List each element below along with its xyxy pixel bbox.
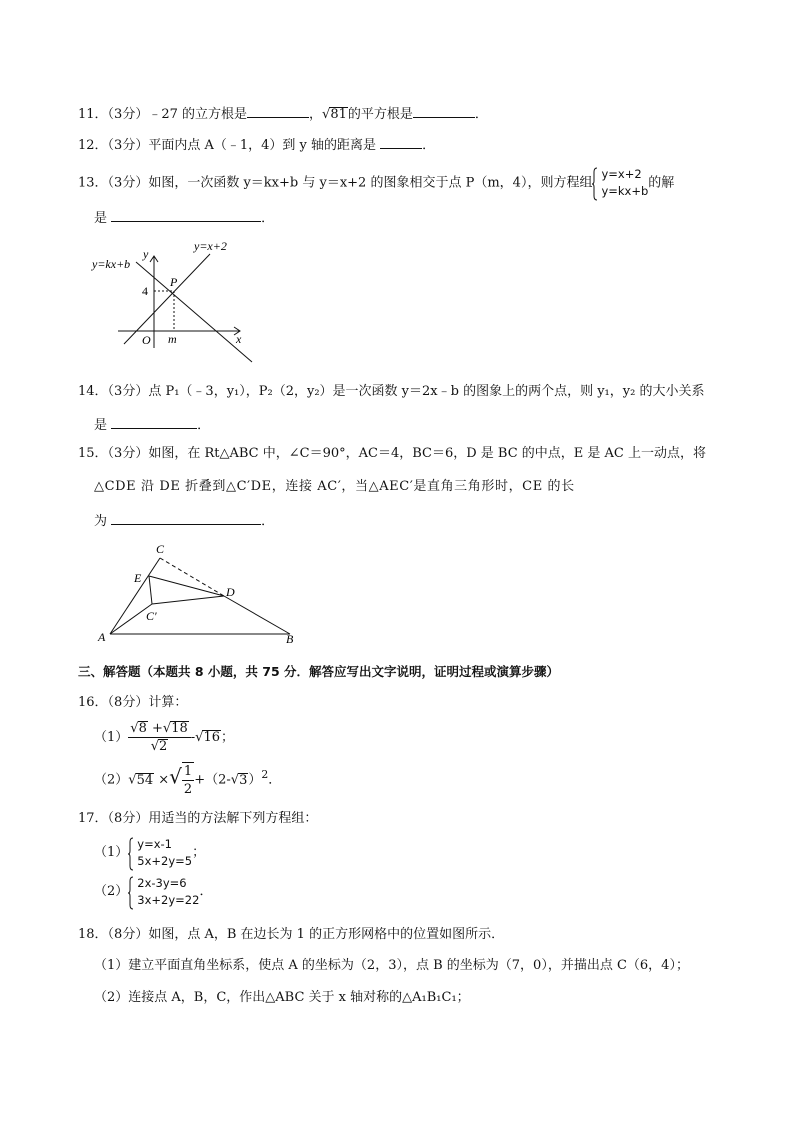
part-label: （1）	[94, 845, 129, 860]
q14-line	[78, 383, 704, 401]
period: ．	[261, 211, 275, 226]
exponent: 2	[261, 768, 269, 782]
period: ．	[197, 418, 211, 433]
segment-db	[224, 596, 290, 634]
equation-system	[592, 166, 648, 200]
equation-2: 3x+2y=22	[137, 892, 200, 907]
question-text: 点 P₁（﹣3，y₁），P₂（2，y₂）是一次函数 y＝2x﹣b 的图象上的两个点，则 y₁，y₂ 的大小关系	[148, 384, 705, 399]
question-text: 的解	[648, 175, 675, 191]
q11-line: 11．（3分）﹣27 的立方根是 ，√81的平方根是 ．	[78, 103, 488, 124]
q13-figure	[88, 236, 268, 366]
question-text: 是	[94, 418, 108, 433]
radicand: 16	[203, 730, 220, 745]
label-d: D	[226, 585, 235, 599]
question-text: 是	[94, 211, 108, 226]
segment-c1d	[152, 596, 224, 604]
equation-2: 5x+2y=5	[137, 853, 193, 868]
answer-blank[interactable]	[380, 134, 422, 149]
q13-line	[78, 166, 674, 200]
radicand: 81	[330, 107, 347, 122]
question-text: 的平方根是	[347, 107, 413, 122]
q16-part2: （2）√54 ×√ $\frac{1}{2}$ $+(2-√3)^2$．	[94, 764, 282, 797]
q15-line3	[94, 510, 274, 531]
answer-blank[interactable]	[111, 207, 261, 222]
sqrt-symbol: √	[322, 107, 331, 122]
answer-blank[interactable]	[247, 103, 309, 118]
question-score: （8分）	[107, 811, 149, 826]
answer-blank[interactable]	[111, 510, 261, 525]
label-y: y	[143, 247, 149, 261]
q12-line	[78, 134, 435, 155]
question-number: 11．	[78, 107, 108, 122]
question-text: 如图，在 Rt△ABC 中，∠C＝90°，AC＝4，BC＝6，D 是 BC 的中点，E 是 AC 上一动点，将	[148, 446, 707, 461]
label-p: P	[170, 275, 178, 289]
label-c-prime: C′	[146, 609, 157, 623]
times-sign: ×	[158, 772, 170, 788]
part-text: （1）建立平面直角坐标系，使点 A 的坐标为（2，3），点 B 的坐标为（7，0），并描出点 C（6，4）；	[94, 958, 689, 973]
q16-part1: （1） $\frac{√8 +√18}{√2}$ -√16；	[94, 721, 235, 754]
question-score: （3分）	[107, 384, 149, 399]
tick-4: 4	[142, 284, 148, 298]
q18-part2	[94, 989, 470, 1007]
semicolon: ；	[192, 845, 206, 860]
radicand: 2	[159, 739, 168, 754]
question-number: 18．	[78, 927, 108, 942]
question-text: 如图，一次函数 y＝kx+b 与 y＝x+2 的图象相交于点 P（m，4），则方程组	[148, 175, 593, 191]
label-kx-b: y=kx+b	[92, 257, 131, 271]
question-number: 14．	[78, 384, 108, 399]
answer-blank[interactable]	[413, 103, 475, 118]
brace-icon	[128, 876, 134, 910]
question-text: ﹣27 的立方根是	[148, 107, 248, 122]
question-score: （3分）	[107, 175, 149, 191]
plus-sign: +	[152, 721, 163, 736]
equation-2: y=kx+b	[601, 184, 649, 198]
question-score: （3分）	[107, 107, 149, 122]
minus-sign: -	[190, 730, 196, 745]
plus-sign: +（2-	[194, 772, 231, 788]
brace-icon	[592, 167, 598, 201]
equation-system	[128, 875, 199, 909]
label-x-2: y=x+2	[194, 239, 227, 253]
label-b: B	[286, 632, 294, 646]
question-score: （3分）	[107, 446, 149, 461]
label-c: C	[156, 542, 165, 556]
fraction	[182, 762, 194, 798]
radicand: 18	[171, 721, 188, 736]
q18-line	[78, 926, 504, 944]
question-number: 16．	[78, 695, 108, 710]
part-label: （2）	[94, 884, 129, 899]
question-score: （3分）	[107, 138, 149, 153]
question-text: 计算：	[148, 695, 188, 710]
segment-ed	[149, 576, 224, 596]
radicand: 8	[138, 721, 147, 736]
q17-part1	[94, 835, 205, 871]
denominator: 2	[183, 782, 193, 797]
period: ．	[199, 884, 213, 899]
answer-blank[interactable]	[111, 414, 197, 429]
close-paren: ）	[248, 772, 262, 788]
equation-1: y=x+2	[601, 167, 642, 181]
question-number: 12．	[78, 138, 108, 153]
label-a: A	[98, 630, 106, 644]
q15-line	[78, 445, 706, 463]
part-text: （2）连接点 A，B，C，作出△ABC 关于 x 轴对称的△A₁B₁C₁；	[94, 990, 470, 1005]
period: ．	[422, 138, 436, 153]
part-label: （2）	[94, 772, 129, 788]
period: ．	[261, 514, 275, 529]
q14-line2	[94, 414, 210, 435]
question-number: 13．	[78, 175, 108, 191]
equation-system	[128, 836, 192, 870]
semicolon: ；	[221, 730, 235, 745]
q18-part1	[94, 957, 689, 975]
question-text: 用适当的方法解下列方程组：	[148, 811, 318, 826]
label-origin: O	[142, 333, 151, 347]
period: ．	[474, 107, 488, 122]
q17-line	[78, 810, 317, 828]
brace-icon	[128, 837, 134, 871]
question-number: 17．	[78, 811, 108, 826]
section-title-text: 三、解答题（本题共 8 小题，共 75 分．解答应写出文字说明，证明过程或演算步骤）	[78, 664, 560, 679]
q13-line2	[94, 207, 274, 228]
question-text: 为	[94, 514, 108, 529]
part-label: （1）	[94, 730, 129, 745]
q17-part2	[94, 874, 212, 910]
q15-figure	[94, 540, 304, 646]
question-number: 15．	[78, 446, 108, 461]
q16-line	[78, 694, 187, 712]
period: ．	[268, 772, 282, 788]
tick-m: m	[168, 332, 177, 346]
radicand: 54	[136, 772, 154, 788]
question-text: 如图，点 A，B 在边长为 1 的正方形网格中的位置如图所示．	[148, 927, 505, 942]
radicand: 3	[239, 772, 248, 788]
line-y-kx-plus-b	[136, 262, 252, 362]
section-3-title	[78, 663, 559, 681]
question-text: 平面内点 A（﹣1，4）到 y 轴的距离是	[148, 138, 376, 153]
numerator: 1	[183, 764, 193, 779]
equation-1: y=x-1	[137, 836, 172, 851]
fraction: $\frac{√8 +√18}{√2}$	[128, 720, 190, 755]
segment-cd-dashed	[160, 558, 224, 596]
q15-line2	[94, 478, 575, 496]
question-score: （8分）	[107, 695, 149, 710]
equation-1: 2x-3y=6	[137, 875, 187, 890]
segment-ec1	[149, 576, 152, 604]
label-x: x	[236, 332, 242, 346]
question-text: △CDE 沿 DE 折叠到△C′DE，连接 AC′，当△AEC′是直角三角形时，CE 的长	[94, 479, 575, 494]
label-e: E	[134, 571, 142, 585]
question-score: （8分）	[107, 927, 149, 942]
